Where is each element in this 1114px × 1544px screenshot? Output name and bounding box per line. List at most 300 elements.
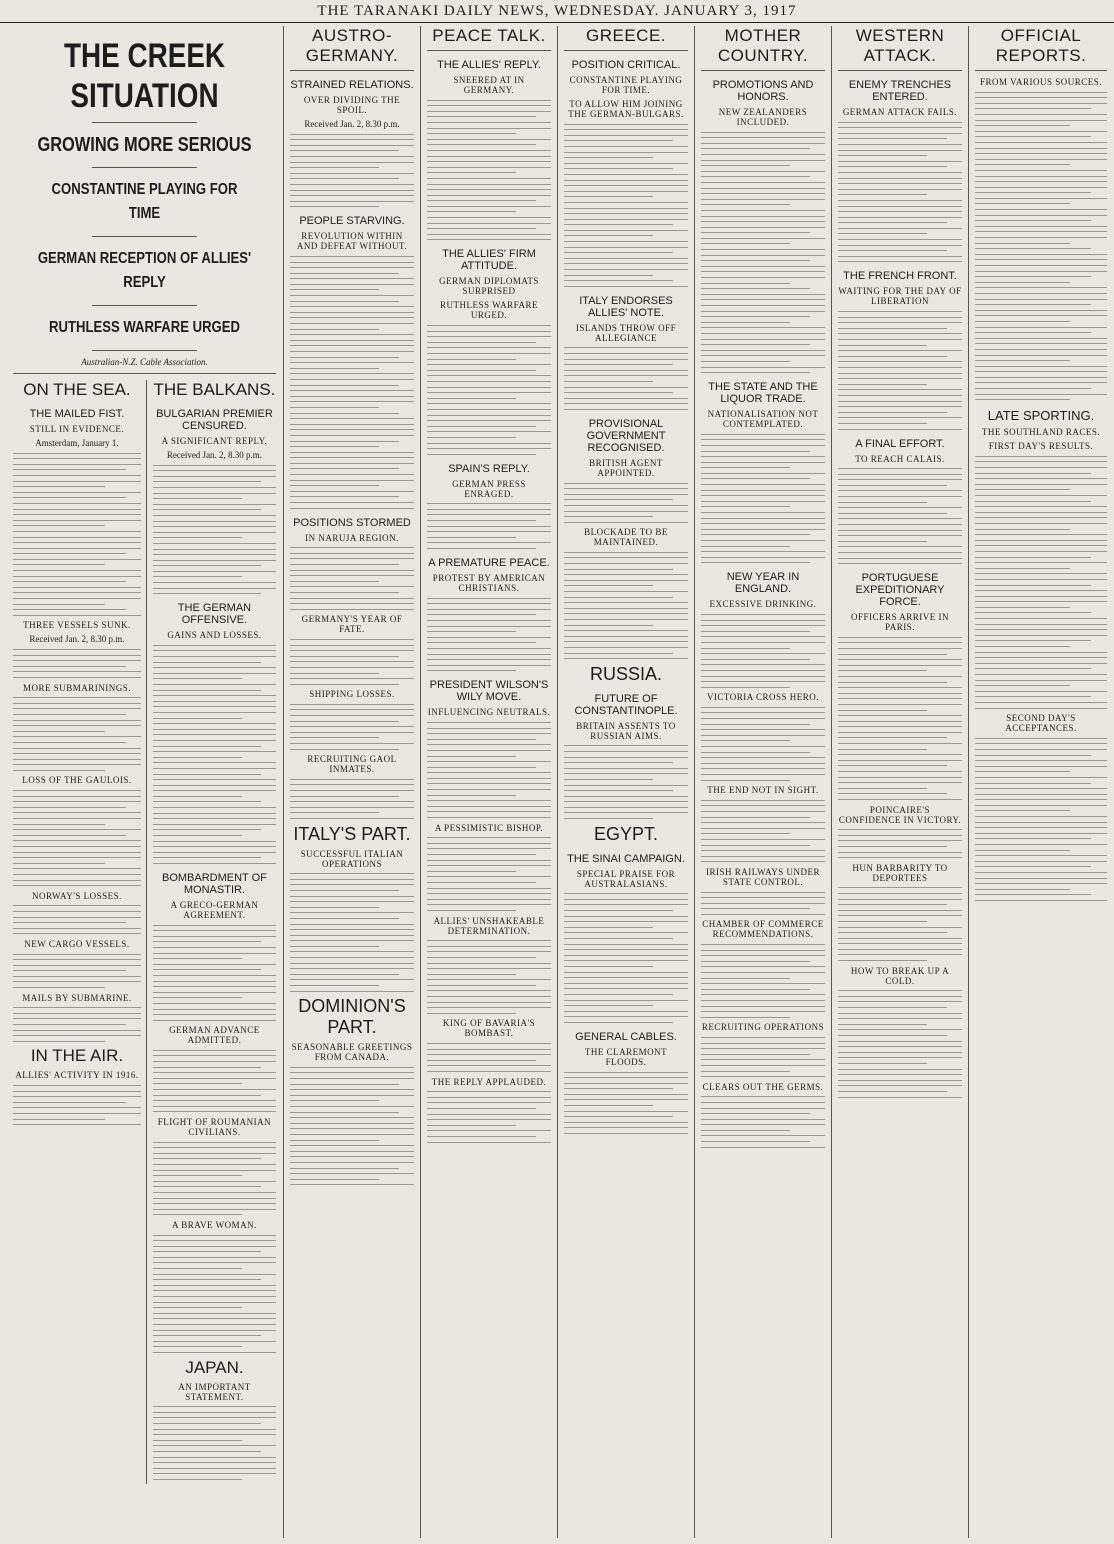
text-line bbox=[153, 593, 261, 594]
text-line bbox=[427, 1102, 551, 1103]
text-line bbox=[701, 171, 825, 172]
section-title: IN THE AIR. bbox=[30, 1046, 124, 1066]
text-line bbox=[975, 349, 1107, 350]
section-subhead: POINCAIRE'S CONFIDENCE IN VICTORY. bbox=[838, 804, 962, 825]
text-line bbox=[13, 559, 141, 560]
text-line bbox=[564, 224, 673, 225]
text-line bbox=[564, 135, 688, 136]
text-line bbox=[838, 990, 962, 991]
section-subhead: THE STATE AND THE LIQUOR TRADE. bbox=[708, 381, 818, 406]
text-line bbox=[13, 1030, 141, 1031]
text-line bbox=[975, 125, 1070, 126]
section-subhead: THE MAILED FIST. bbox=[29, 408, 125, 420]
text-line bbox=[290, 340, 414, 341]
text-line bbox=[427, 609, 551, 610]
text-line bbox=[564, 359, 688, 360]
text-line bbox=[701, 355, 825, 356]
text-line bbox=[701, 311, 825, 312]
text-line bbox=[290, 912, 414, 913]
article-text bbox=[290, 779, 414, 819]
text-line bbox=[290, 429, 414, 430]
article-text bbox=[13, 697, 141, 771]
text-line bbox=[290, 452, 414, 453]
section-subhead: NEW CARGO VESSELS. bbox=[24, 938, 130, 949]
section-title: JAPAN. bbox=[185, 1357, 244, 1377]
text-line bbox=[975, 523, 1107, 524]
text-line bbox=[153, 863, 276, 864]
text-line bbox=[838, 530, 962, 531]
text-line bbox=[153, 1072, 276, 1073]
text-line bbox=[975, 805, 1107, 806]
text-line bbox=[975, 259, 1107, 260]
credit-line: Australian-N.Z. Cable Association. bbox=[81, 357, 208, 367]
text-line bbox=[290, 256, 414, 257]
text-line bbox=[701, 1096, 825, 1097]
section-title: AUSTRO-GERMANY. bbox=[290, 26, 414, 71]
article-text bbox=[153, 1050, 276, 1113]
text-line bbox=[13, 731, 105, 732]
text-line bbox=[838, 412, 947, 413]
article-text bbox=[838, 122, 962, 263]
text-line bbox=[427, 537, 516, 538]
text-line bbox=[975, 142, 1107, 143]
text-line bbox=[13, 1124, 141, 1125]
text-line bbox=[701, 972, 825, 973]
text-line bbox=[290, 1184, 414, 1185]
section-subhead: PRESIDENT WILSON'S WILY MOVE. bbox=[429, 679, 549, 704]
text-line bbox=[975, 529, 1070, 530]
text-line bbox=[427, 1130, 551, 1131]
text-line bbox=[838, 558, 962, 559]
article-text bbox=[838, 637, 962, 800]
article-text bbox=[427, 722, 551, 818]
text-line bbox=[838, 788, 927, 789]
text-line bbox=[427, 1043, 551, 1044]
text-line bbox=[701, 372, 810, 373]
text-line bbox=[701, 523, 825, 524]
text-line bbox=[838, 938, 962, 939]
text-line bbox=[153, 1083, 242, 1084]
text-line bbox=[13, 857, 141, 858]
text-line bbox=[564, 580, 688, 581]
text-line bbox=[13, 531, 141, 532]
text-line bbox=[564, 619, 688, 620]
text-line bbox=[701, 983, 825, 984]
text-line bbox=[838, 721, 962, 722]
text-line bbox=[290, 884, 414, 885]
text-line bbox=[838, 328, 947, 329]
text-line bbox=[13, 592, 141, 593]
text-line bbox=[427, 670, 516, 671]
text-line bbox=[701, 757, 825, 758]
text-line bbox=[564, 801, 688, 802]
text-line bbox=[564, 392, 673, 393]
text-line bbox=[564, 569, 673, 570]
text-line bbox=[564, 347, 688, 348]
text-line bbox=[564, 185, 688, 186]
text-line bbox=[975, 388, 1091, 389]
lead-story-column bbox=[8, 26, 281, 1538]
text-line bbox=[290, 968, 414, 969]
text-line bbox=[564, 574, 688, 575]
text-line bbox=[838, 1029, 962, 1030]
text-line bbox=[290, 150, 399, 151]
text-line bbox=[290, 924, 414, 925]
text-line bbox=[153, 504, 276, 505]
text-line bbox=[427, 882, 536, 883]
text-line bbox=[13, 537, 141, 538]
text-line bbox=[838, 771, 962, 772]
text-line bbox=[290, 1106, 414, 1107]
text-line bbox=[838, 535, 962, 536]
text-line bbox=[153, 762, 276, 763]
text-line bbox=[838, 654, 947, 655]
text-line bbox=[838, 793, 947, 794]
text-line bbox=[975, 663, 1107, 664]
text-line bbox=[564, 796, 688, 797]
section-subhead: FROM VARIOUS SOURCES. bbox=[980, 77, 1102, 87]
text-line bbox=[838, 322, 962, 323]
text-line bbox=[427, 848, 551, 849]
text-line bbox=[838, 507, 962, 508]
text-line bbox=[838, 1063, 927, 1064]
text-line bbox=[564, 286, 688, 287]
text-line bbox=[290, 732, 414, 733]
text-line bbox=[427, 865, 551, 866]
text-line bbox=[13, 824, 105, 825]
article-text bbox=[701, 132, 825, 374]
text-line bbox=[975, 501, 1091, 502]
text-line bbox=[153, 1050, 276, 1051]
text-line bbox=[975, 181, 1107, 182]
text-line bbox=[290, 491, 414, 492]
text-line bbox=[290, 935, 414, 936]
text-line bbox=[701, 227, 825, 228]
text-line bbox=[290, 295, 414, 296]
article-text bbox=[13, 790, 141, 886]
text-line bbox=[290, 598, 414, 599]
text-line bbox=[564, 757, 688, 758]
text-line bbox=[975, 680, 1107, 681]
text-line bbox=[564, 174, 688, 175]
article-text bbox=[290, 639, 414, 685]
column-rule bbox=[694, 26, 695, 1538]
text-line bbox=[153, 695, 276, 696]
text-line bbox=[838, 710, 927, 711]
text-line bbox=[427, 739, 536, 740]
text-line bbox=[564, 966, 653, 967]
text-line bbox=[975, 164, 1070, 165]
section-subhead: GERMAN DIPLOMATS SURPRISED bbox=[439, 276, 539, 297]
text-line bbox=[701, 495, 825, 496]
text-line bbox=[290, 957, 414, 958]
text-line bbox=[427, 392, 551, 393]
text-line bbox=[290, 446, 379, 447]
text-line bbox=[13, 666, 126, 667]
text-line bbox=[290, 278, 414, 279]
text-line bbox=[290, 351, 414, 352]
text-line bbox=[427, 648, 551, 649]
text-line bbox=[290, 418, 414, 419]
section-subhead: GERMAN PRESS ENRAGED. bbox=[452, 478, 526, 499]
text-line bbox=[701, 294, 825, 295]
text-line bbox=[838, 1024, 927, 1025]
column-rule bbox=[968, 26, 969, 1538]
text-line bbox=[975, 866, 1091, 867]
text-line bbox=[975, 495, 1107, 496]
text-line bbox=[153, 521, 276, 522]
text-line bbox=[153, 718, 242, 719]
text-line bbox=[838, 1035, 947, 1036]
section-subhead: WAITING FOR THE DAY OF LIBERATION bbox=[838, 286, 962, 307]
text-line bbox=[838, 887, 962, 888]
text-line bbox=[427, 342, 536, 343]
text-line bbox=[290, 167, 379, 168]
text-line bbox=[290, 553, 414, 554]
text-line bbox=[427, 1054, 551, 1055]
text-line bbox=[975, 838, 1091, 839]
text-line bbox=[153, 1158, 261, 1159]
text-line bbox=[838, 367, 962, 368]
article-text bbox=[153, 645, 276, 864]
text-line bbox=[975, 794, 1107, 795]
section-subhead: THE CLAREMONT FLOODS. bbox=[584, 1046, 668, 1067]
text-line bbox=[153, 481, 261, 482]
article-text bbox=[13, 905, 141, 934]
text-line bbox=[564, 140, 673, 141]
text-line bbox=[701, 908, 810, 909]
text-line bbox=[564, 658, 688, 659]
text-line bbox=[290, 929, 414, 930]
text-line bbox=[701, 143, 825, 144]
section-subhead: NATIONALISATION NOT CONTEMPLATED. bbox=[707, 409, 819, 430]
text-line bbox=[290, 317, 414, 318]
text-line bbox=[153, 1462, 276, 1463]
section-subhead: KING OF BAVARIA'S BOMBAST. bbox=[442, 1018, 536, 1039]
section-subhead: MAILS BY SUBMARINE. bbox=[22, 992, 132, 1003]
text-line bbox=[975, 668, 1091, 669]
section-subhead: STILL IN EVIDENCE. bbox=[29, 424, 125, 434]
text-line bbox=[427, 963, 551, 964]
text-line bbox=[290, 312, 414, 313]
section-subhead: ALLIES' UNSHAKEABLE DETERMINATION. bbox=[433, 915, 545, 936]
text-line bbox=[290, 558, 414, 559]
text-line bbox=[838, 737, 947, 738]
text-line bbox=[975, 562, 1107, 563]
text-line bbox=[153, 1457, 276, 1458]
text-line bbox=[701, 763, 825, 764]
text-line bbox=[838, 698, 962, 699]
text-line bbox=[564, 602, 688, 603]
article-text bbox=[701, 1037, 825, 1077]
text-line bbox=[153, 981, 276, 982]
text-line bbox=[838, 943, 962, 944]
text-line bbox=[838, 194, 927, 195]
text-line bbox=[153, 656, 276, 657]
text-line bbox=[290, 184, 414, 185]
text-line bbox=[701, 636, 825, 637]
text-line bbox=[564, 375, 688, 376]
text-line bbox=[838, 754, 962, 755]
text-line bbox=[153, 1203, 276, 1204]
text-line bbox=[838, 389, 962, 390]
text-line bbox=[13, 503, 141, 504]
text-line bbox=[13, 790, 141, 791]
text-line bbox=[975, 777, 1107, 778]
text-line bbox=[13, 542, 141, 543]
text-line bbox=[975, 579, 1107, 580]
text-line bbox=[701, 729, 825, 730]
text-line bbox=[838, 704, 962, 705]
text-line bbox=[290, 390, 414, 391]
article-text bbox=[427, 100, 551, 241]
column-rule bbox=[420, 26, 421, 1538]
text-line bbox=[290, 379, 414, 380]
text-line bbox=[153, 706, 276, 707]
article-text bbox=[427, 325, 551, 455]
text-line bbox=[290, 592, 399, 593]
section-subhead: THE ALLIES' REPLY. bbox=[437, 59, 541, 71]
text-line bbox=[290, 901, 414, 902]
deck-headline: RUTHLESS WARFARE URGED bbox=[49, 319, 240, 336]
text-line bbox=[701, 903, 825, 904]
text-line bbox=[701, 132, 825, 133]
text-line bbox=[564, 818, 653, 819]
text-line bbox=[427, 1071, 551, 1072]
article-text bbox=[427, 1091, 551, 1142]
text-line bbox=[13, 933, 141, 934]
text-line bbox=[838, 637, 962, 638]
text-line bbox=[564, 944, 688, 945]
text-line bbox=[290, 345, 414, 346]
text-line bbox=[427, 1125, 516, 1126]
text-line bbox=[427, 985, 536, 986]
text-line bbox=[701, 1037, 825, 1038]
text-line bbox=[13, 874, 141, 875]
text-line bbox=[701, 249, 825, 250]
section-subhead: SHIPPING LOSSES. bbox=[309, 689, 395, 700]
mother-country-column bbox=[696, 26, 830, 1538]
text-line bbox=[838, 840, 962, 841]
text-line bbox=[13, 1018, 141, 1019]
text-line bbox=[975, 399, 1070, 400]
text-line bbox=[13, 917, 141, 918]
article-text bbox=[838, 990, 962, 1097]
text-line bbox=[838, 350, 962, 351]
text-line bbox=[13, 987, 105, 988]
text-line bbox=[975, 265, 1107, 266]
text-line bbox=[838, 228, 962, 229]
text-line bbox=[564, 263, 688, 264]
text-line bbox=[838, 852, 962, 853]
text-line bbox=[153, 1100, 276, 1101]
text-line bbox=[427, 239, 551, 240]
text-line bbox=[427, 603, 551, 604]
text-line bbox=[701, 768, 825, 769]
text-line bbox=[290, 1089, 414, 1090]
text-line bbox=[701, 462, 825, 463]
text-line bbox=[290, 812, 379, 813]
main-headline: THE CREEK SITUATION bbox=[63, 37, 226, 115]
text-line bbox=[975, 338, 1107, 339]
text-line bbox=[427, 1065, 551, 1066]
text-line bbox=[13, 1085, 141, 1086]
text-line bbox=[838, 563, 962, 564]
article-text bbox=[564, 1072, 688, 1135]
text-line bbox=[838, 200, 962, 201]
text-line bbox=[701, 216, 825, 217]
text-line bbox=[564, 163, 688, 164]
text-line bbox=[701, 199, 825, 200]
deck-headline: GERMAN RECEPTION OF ALLIES' REPLY bbox=[37, 250, 252, 291]
section-subhead: TO ALLOW HIM JOINING THE GERMAN-BULGARS. bbox=[568, 99, 684, 119]
text-line bbox=[427, 893, 551, 894]
text-line bbox=[153, 824, 276, 825]
text-line bbox=[564, 381, 653, 382]
text-line bbox=[701, 1147, 825, 1148]
article-text bbox=[290, 547, 414, 610]
article-text bbox=[838, 829, 962, 858]
text-line bbox=[701, 950, 825, 951]
text-line bbox=[838, 765, 947, 766]
text-line bbox=[427, 228, 536, 229]
text-line bbox=[153, 751, 276, 752]
section-subhead: EXCESSIVE DRINKING. bbox=[709, 599, 817, 610]
text-line bbox=[427, 514, 551, 515]
text-line bbox=[13, 725, 141, 726]
text-line bbox=[564, 557, 688, 558]
text-line bbox=[427, 398, 516, 399]
text-line bbox=[427, 347, 551, 348]
dateline: Received Jan. 2, 8.30 p.m. bbox=[304, 119, 400, 129]
text-line bbox=[153, 779, 276, 780]
text-line bbox=[290, 480, 414, 481]
text-line bbox=[153, 941, 261, 942]
text-line bbox=[427, 860, 551, 861]
section-subhead: LATE SPORTING. bbox=[987, 408, 1095, 424]
text-line bbox=[564, 653, 673, 654]
section-subhead: IN NARUJA REGION. bbox=[305, 532, 399, 543]
section-subhead: PROTEST BY AMERICAN CHRISTIANS. bbox=[432, 573, 546, 594]
text-line bbox=[427, 375, 551, 376]
text-line bbox=[13, 796, 141, 797]
text-line bbox=[13, 846, 141, 847]
text-line bbox=[153, 650, 276, 651]
article-text bbox=[838, 311, 962, 429]
text-line bbox=[975, 872, 1107, 873]
text-line bbox=[564, 180, 688, 181]
text-line bbox=[427, 370, 536, 371]
article-text bbox=[701, 707, 825, 781]
text-line bbox=[13, 649, 141, 650]
text-line bbox=[701, 529, 825, 530]
text-line bbox=[975, 304, 1091, 305]
text-line bbox=[290, 201, 414, 202]
text-line bbox=[701, 642, 825, 643]
text-line bbox=[701, 540, 825, 541]
text-line bbox=[13, 742, 126, 743]
text-line bbox=[564, 1072, 688, 1073]
text-line bbox=[427, 454, 536, 455]
section-subhead: SECOND DAY'S ACCEPTANCES. bbox=[1005, 713, 1077, 734]
section-subhead: SNEERED AT IN GERMANY. bbox=[453, 75, 525, 95]
text-line bbox=[838, 211, 962, 212]
text-line bbox=[838, 122, 962, 123]
text-line bbox=[564, 1099, 688, 1100]
article-text bbox=[701, 1096, 825, 1147]
text-line bbox=[427, 744, 551, 745]
text-line bbox=[564, 275, 653, 276]
